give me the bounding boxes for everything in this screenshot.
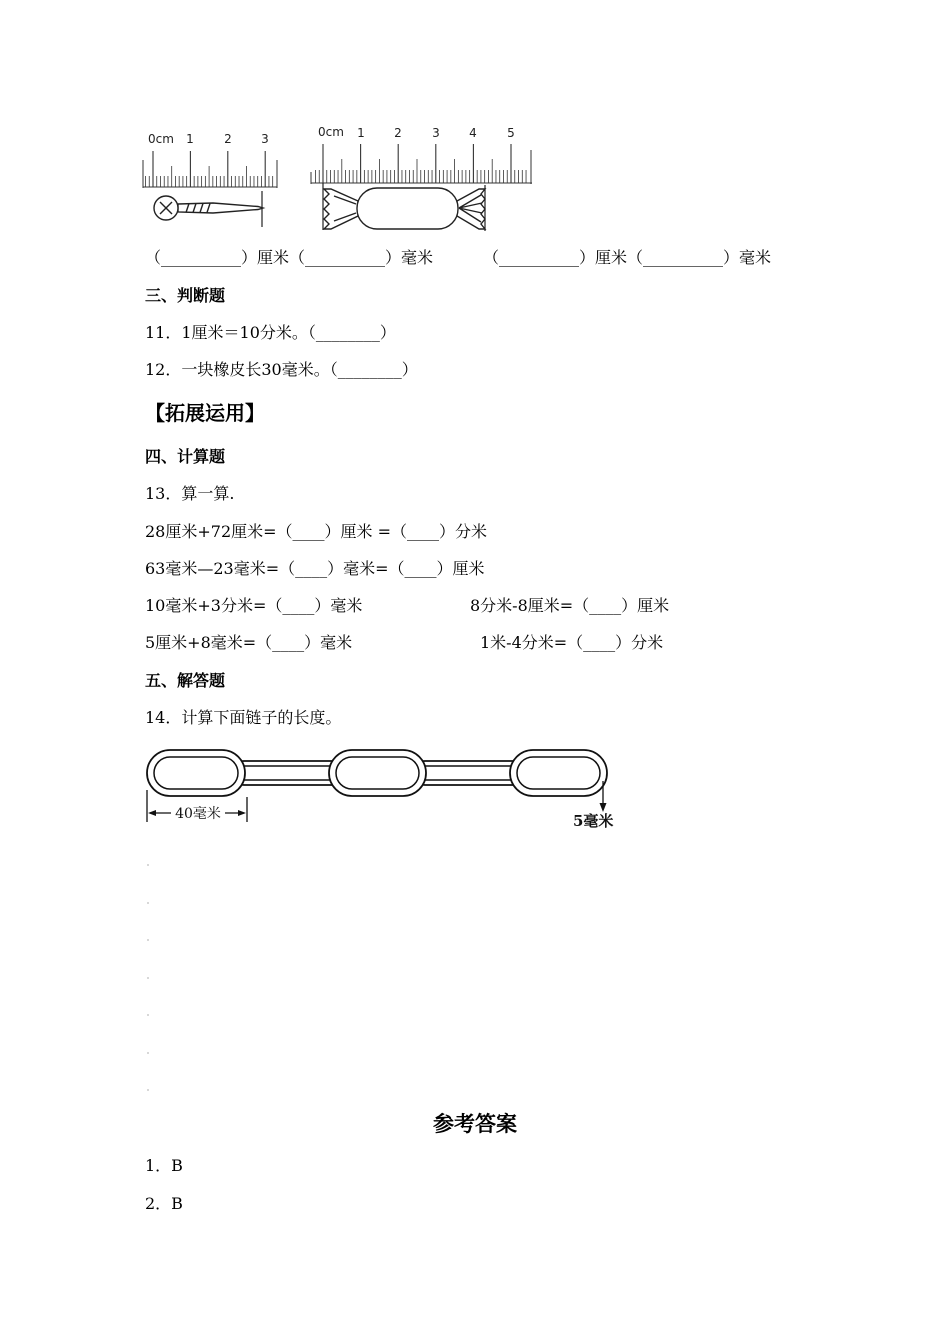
ruler-candy-label-1: 1 [357,126,365,140]
question-12: 12．一块橡皮长30毫米。（________） [145,360,418,379]
ruler-candy [311,144,532,184]
paragraph-mark [147,1014,149,1016]
measure-answer-blanks-candy: （__________）厘米（__________）毫米 [483,248,772,267]
paragraph-mark [147,1052,149,1054]
ring-thickness-label: 5毫米 [573,812,614,830]
chain-ring-inner [154,757,238,789]
measure-answer-blanks-pin: （__________）厘米（__________）毫米 [145,248,434,267]
paragraph-mark [147,977,149,979]
ruler-pin-ticks [146,151,273,187]
candy-body [357,188,458,229]
ruler-pin-label-0: 0cm [148,132,174,146]
chain-ring-inner [517,757,600,789]
chain-ring-inner [336,757,419,789]
candy-left-wrapper [324,189,358,229]
calc-item: 28厘米+72厘米=（____）厘米 =（____）分米 [145,522,488,541]
pin-shaft [178,203,263,213]
candy-object [323,183,485,231]
chain-connector-inner [238,766,338,780]
ruler-pin-label-2: 2 [224,132,232,146]
part-title: 【拓展运用】 [145,401,265,425]
question-13: 13．算一算. [145,484,235,503]
ruler-pin-label-1: 1 [186,132,194,146]
calc-item: 63毫米—23毫米=（____）毫米=（____）厘米 [145,559,485,578]
arrow-right-icon [238,810,246,816]
arrow-down-icon [600,803,607,812]
answer-key-title: 参考答案 [433,1111,517,1136]
answer-item: 1．B [145,1156,183,1175]
calc-item: 5厘米+8毫米=（____）毫米 [145,633,353,652]
calc-item: 1米-4分米=（____）分米 [480,633,664,652]
calc-item: 8分米-8厘米=（____）厘米 [470,596,670,615]
arrow-left-icon [148,810,156,816]
section-title: 五、解答题 [145,671,226,690]
ruler-candy-label-4: 4 [469,126,477,140]
paragraph-mark [147,1089,149,1091]
ruler-pin [143,151,277,188]
chain-figure [140,742,635,834]
ruler-candy-label-5: 5 [507,126,515,140]
paragraph-mark [147,902,149,904]
ruler-candy-label-2: 2 [394,126,402,140]
answer-item: 2．B [145,1194,183,1213]
section-title: 四、计算题 [145,447,226,466]
question-14: 14．计算下面链子的长度。 [145,708,342,727]
ruler-candy-label-3: 3 [432,126,440,140]
paragraph-mark [147,864,149,866]
paragraph-mark [147,939,149,941]
ruler-candy-label-0: 0cm [318,125,344,139]
section-title: 三、判断题 [145,286,226,305]
ruler-candy-ticks [315,144,526,183]
calc-item: 10毫米+3分米=（____）毫米 [145,596,363,615]
ruler-pin-label-3: 3 [261,132,269,146]
link-length-label: 40毫米 [175,806,221,822]
question-11: 11．1厘米＝10分米。（________） [145,323,396,342]
pin-object [154,191,263,227]
chain-connector-inner [419,766,519,780]
measurement-figures [140,118,540,236]
